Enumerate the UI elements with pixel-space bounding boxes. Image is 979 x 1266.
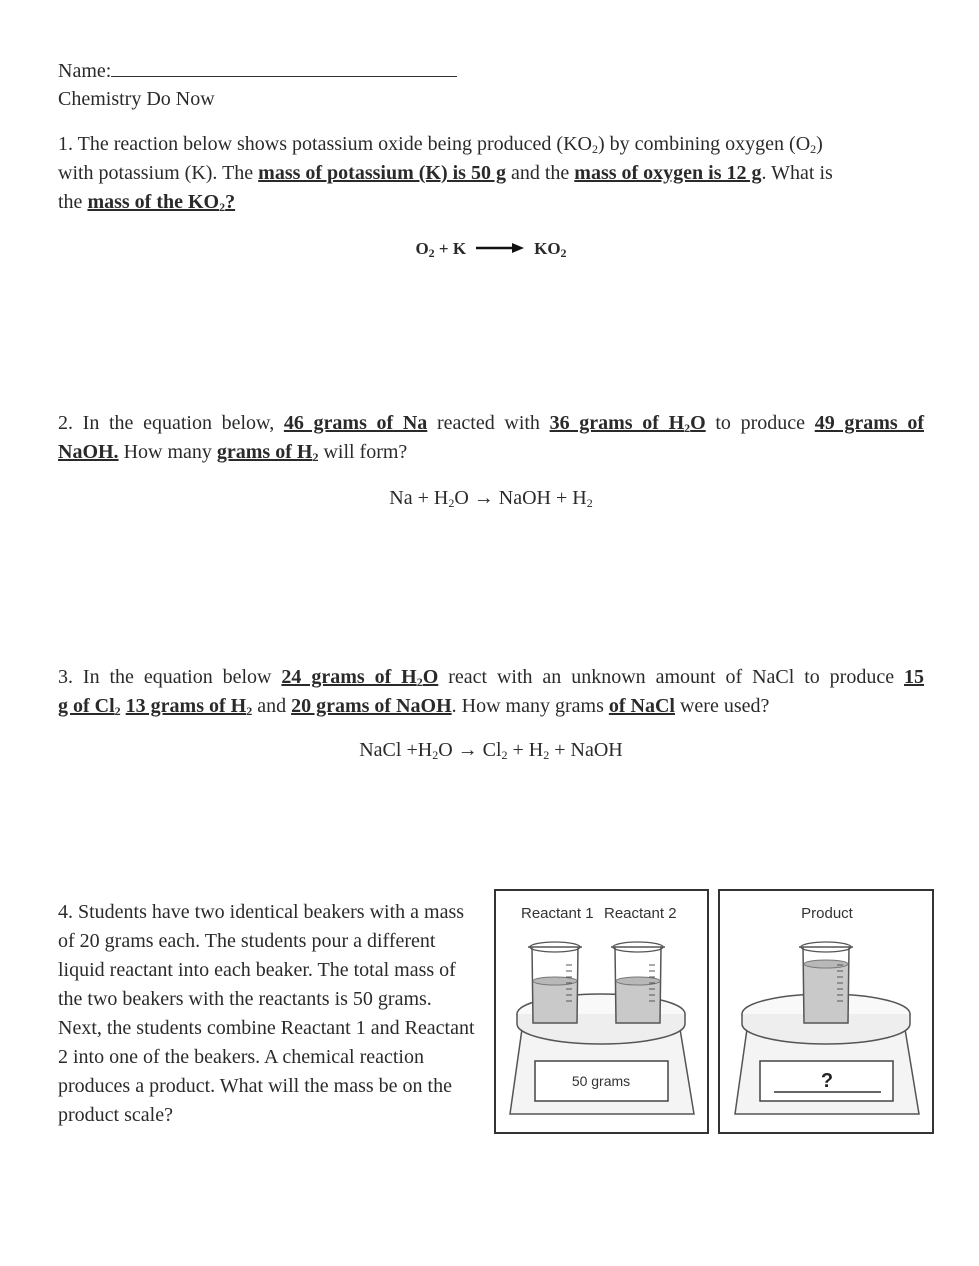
question-1: [58, 130, 924, 217]
q3-equation: NaCl $+H_2O \to Cl_2 + H_2$ + NaOH: [359, 739, 623, 762]
eq-reactant: O: [415, 239, 429, 258]
q1-text: ): [816, 133, 823, 155]
scale-readout: 50 grams: [571, 1073, 631, 1089]
q1-sub: 2: [591, 142, 598, 156]
name-label: Name:: [58, 60, 112, 82]
question-4: 4. Students have two identical beakers with a mass of 20 grams each. The students pour a different liquid reactant into each beaker. The total mass of the two beakers with the reactants is 50 grams. Next, the students combine Reactant 1 and Reactant 2 into one of the beakers. A chemical reaction produces a product. What will the mass be on the product scale?: [58, 901, 475, 1126]
q1-oxygen-mass: mass of oxygen is 12 g: [574, 162, 762, 184]
q2-naoh-mass: 49 grams of: [814, 412, 925, 434]
q1-text: . What is: [761, 162, 833, 184]
product-label: Product: [801, 905, 853, 922]
reactant-2-label: Reactant 2: [604, 905, 677, 922]
product-scale-figure: [718, 889, 934, 1134]
q3-naoh-mass: 20 grams of NaOH: [291, 695, 452, 717]
q1-text: 1. The reaction below shows potassium oxide being produced (KO: [58, 133, 592, 155]
q1-text: ) by combining oxygen (O: [597, 133, 811, 155]
q3-question-target: of NaCl: [608, 695, 675, 717]
worksheet-title: Chemistry Do Now: [58, 88, 215, 110]
q1-question-target: mass of the $KO_2$?: [87, 191, 236, 214]
q1-sub: 2: [810, 142, 817, 156]
q3-h2-mass: 13 grams of $H_2$: [125, 695, 253, 718]
eq-product: KO: [534, 239, 561, 258]
name-line-row: [58, 56, 924, 86]
q1-text: the: [58, 191, 88, 213]
q1-text: and the: [505, 162, 575, 184]
reactant-1-label: Reactant 1: [521, 905, 594, 922]
reactant-scale-figure: [494, 889, 709, 1134]
reaction-arrow-icon: [476, 242, 524, 254]
q2-equation: $Na + H_2O$ → NaOH + $H_2$: [389, 487, 593, 510]
q2-water-mass: 36 grams of $H_2O$: [549, 412, 706, 435]
q1-text: with potassium (K). The: [58, 162, 259, 184]
scale-readout-unknown: ?: [820, 1070, 834, 1092]
question-2: 2. In the equation below, 46 grams of Na reacted with 36 grams of $H_2O$ to produce 49 grams of NaOH. How many grams of $H_2$ will form?: [58, 412, 925, 464]
q1-equation: $O_2 + K$ $KO_2$: [415, 239, 567, 260]
name-field[interactable]: [111, 56, 457, 77]
q1-potassium-mass: mass of potassium (K) is 50 g: [258, 162, 506, 184]
q3-cl-label: g of $Cl_2$: [58, 695, 121, 718]
q3-cl-mass: 15: [904, 666, 925, 688]
q2-na-mass: 46 grams of Na: [283, 412, 428, 434]
q2-naoh-label: NaOH.: [58, 441, 119, 463]
q3-water-mass: 24 grams of $H_2O$: [281, 666, 439, 689]
question-3: 3. In the equation below 24 grams of $H_2O$ react with an unknown amount of NaCl to produce 15 g of $Cl_2$ 13 grams of $H_2$ and 20 grams of NaOH. How many grams of NaCl were used?: [58, 666, 925, 718]
q2-question-target: grams of $H_2$: [216, 441, 319, 464]
